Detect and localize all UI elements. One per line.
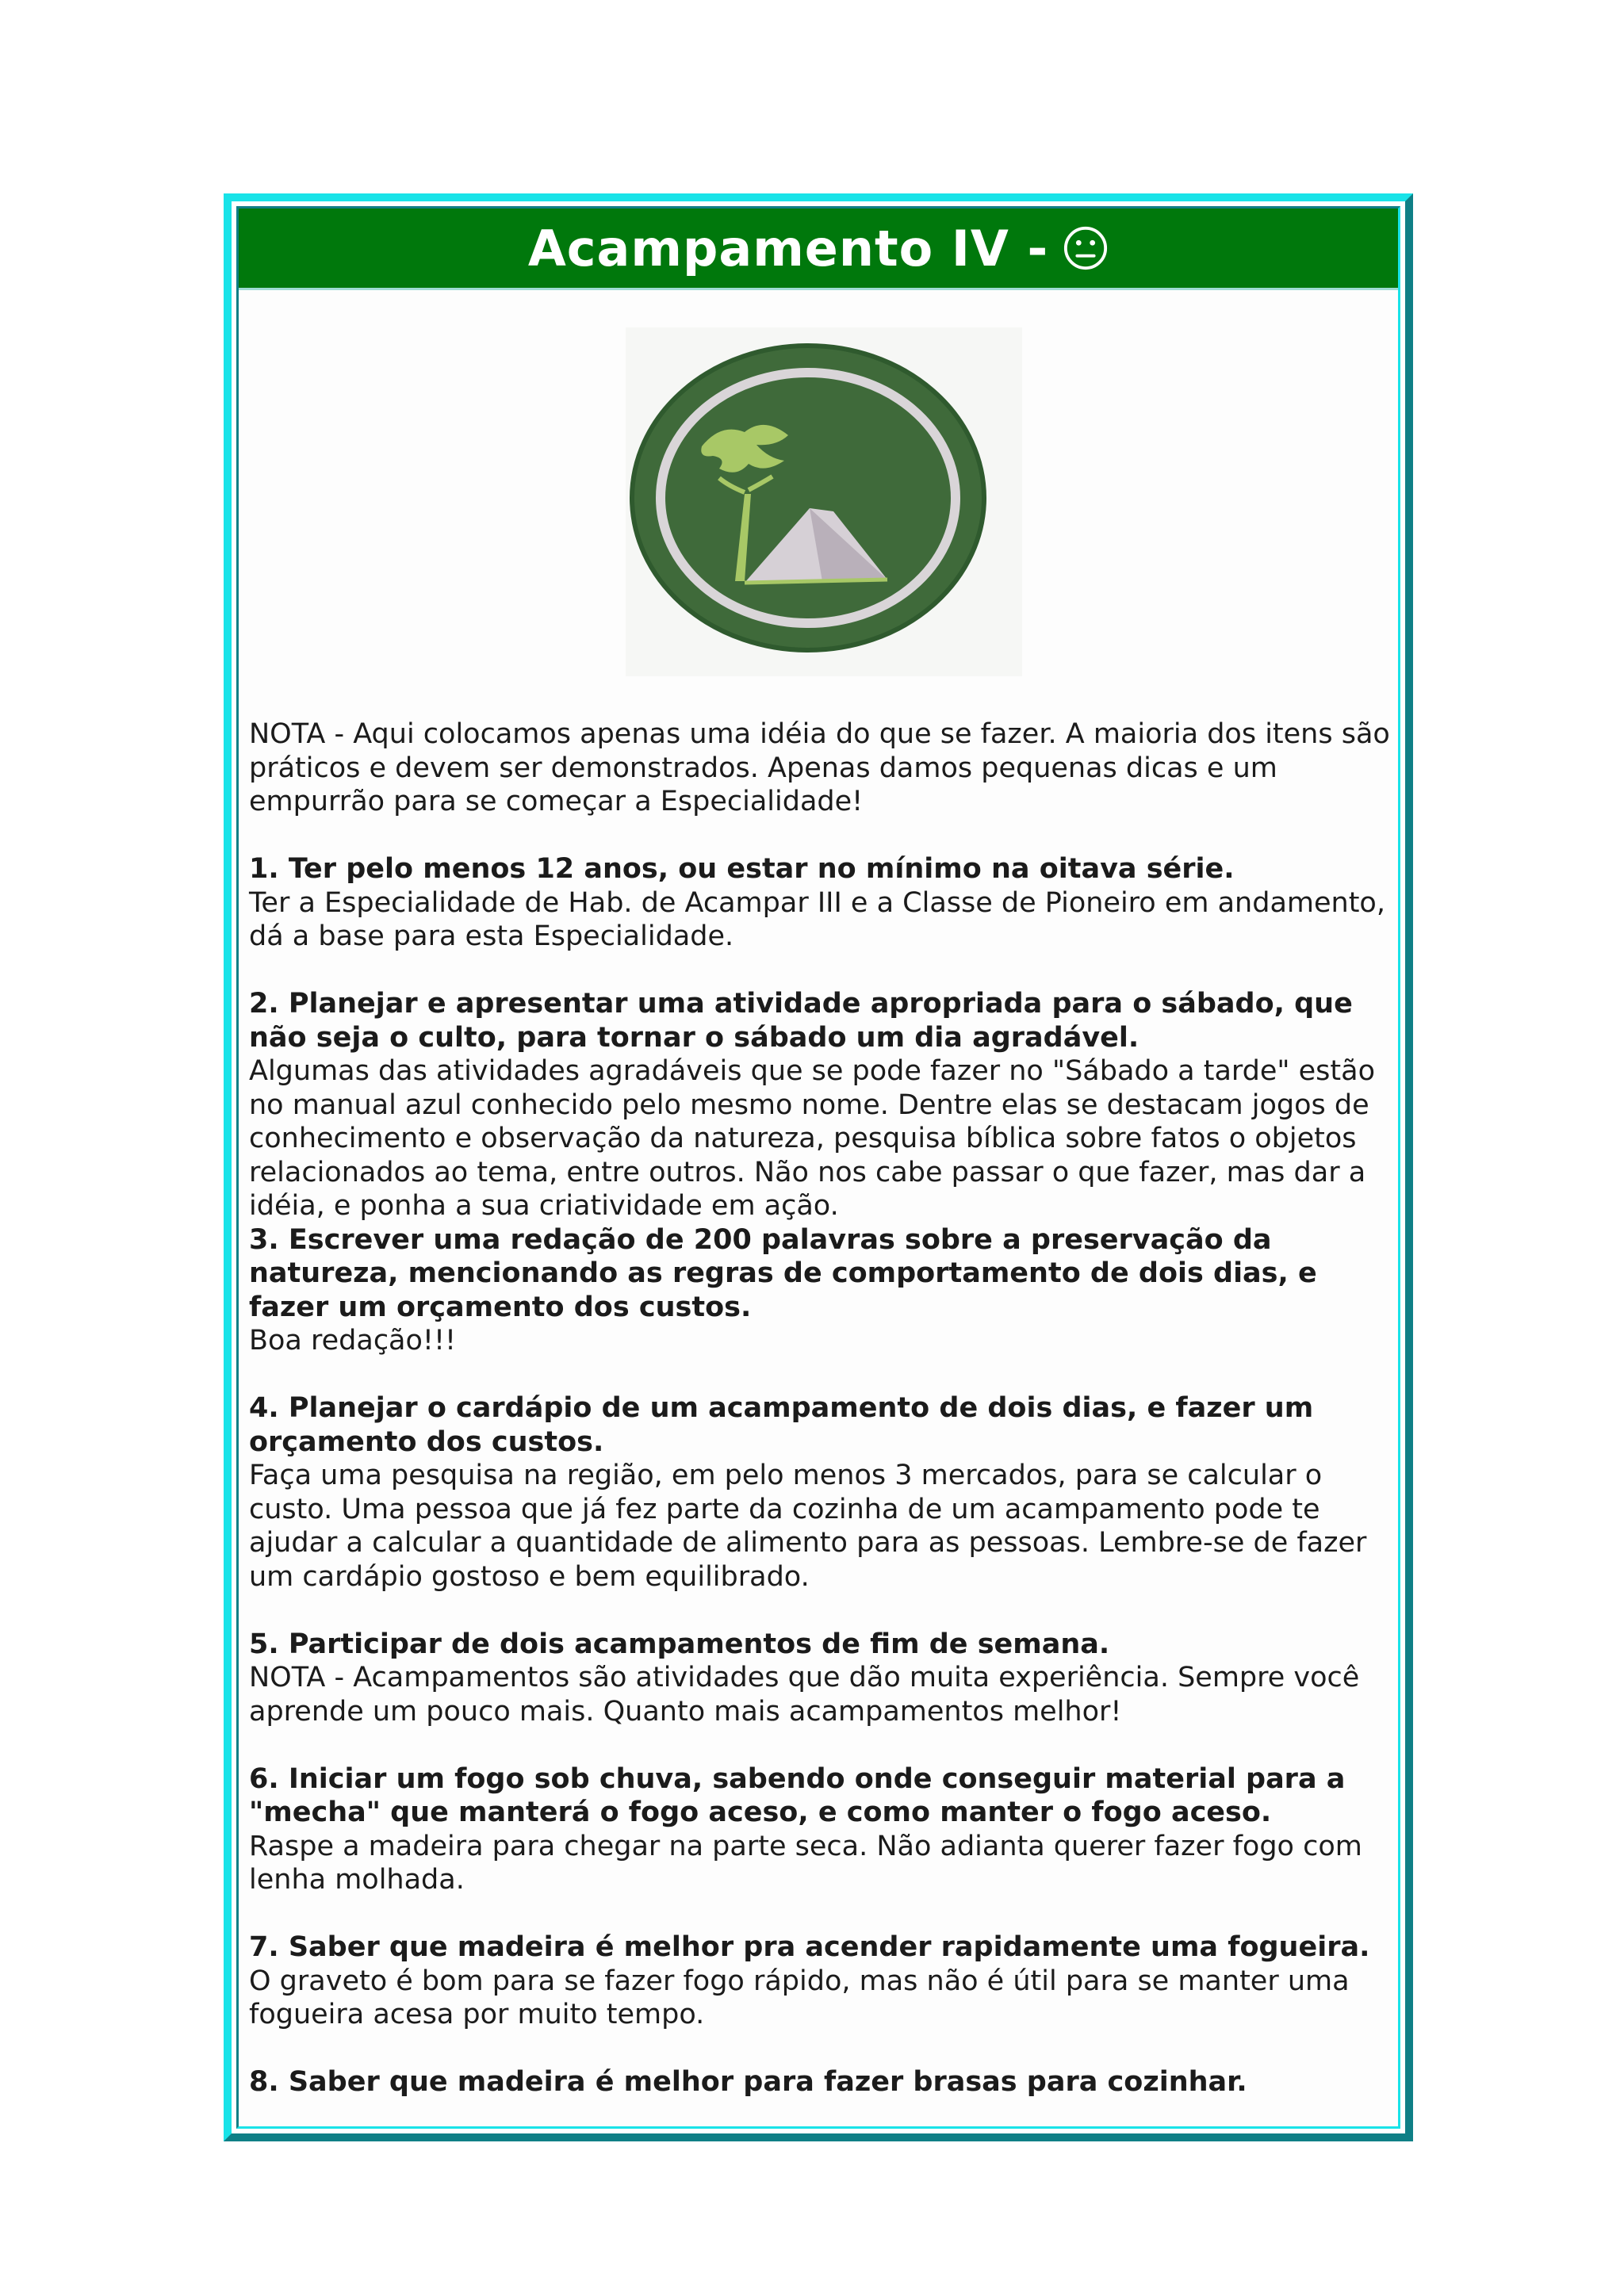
requirement-question: 2. Planejar e apresentar uma atividade apropriada para o sábado, que não seja o culto, para tornar o sábado um dia agradável. (249, 988, 1353, 1054)
requirement-question: 5. Participar de dois acampamentos de fim de semana. (249, 1628, 1110, 1660)
requirement-question: 3. Escrever uma redação de 200 palavras sobre a preservação da natureza, mencionando as regras de comportamento de dois dias, e fazer um orçamento dos custos. (249, 1223, 1317, 1323)
requirement-answer: Boa redação!!! (249, 1325, 457, 1357)
content-frame (224, 193, 1413, 2141)
camping-badge-icon (626, 327, 1022, 676)
requirement-answer: Raspe a madeira para chegar na parte seca. Não adianta querer fazer fogo com lenha molhada. (249, 1830, 1362, 1896)
requirement-question: 8. Saber que madeira é melhor para fazer brasas para cozinhar. (249, 2066, 1247, 2098)
document-body (249, 718, 1395, 2099)
content-panel (236, 206, 1400, 2129)
requirement-question: 7. Saber que madeira é melhor pra acender rapidamente uma fogueira. (249, 1931, 1370, 1963)
requirement-question: 6. Iniciar um fogo sob chuva, sabendo onde conseguir material para a "mecha" que manterá o fogo aceso, e como manter o fogo aceso. (249, 1762, 1346, 1828)
requirement-answer: Faça uma pesquisa na região, em pelo menos 3 mercados, para se calcular o custo. Uma pessoa que já fez parte da cozinha de um acampamento pode te ajudar a calcular a quantidade de alimento para as pessoas. Lembre-se de fazer um cardápio gostoso e bem equilibrado. (249, 1460, 1367, 1593)
requirement-answer: Ter a Especialidade de Hab. de Acampar III e a Classe de Pioneiro em andamento, dá a base para esta Especialidade. (249, 886, 1385, 952)
badge-image (626, 327, 1022, 676)
requirement-question: 4. Planejar o cardápio de um acampamento de dois dias, e fazer um orçamento dos custos. (249, 1392, 1314, 1458)
requirement-answer: Algumas das atividades agradáveis que se pode fazer no "Sábado a tarde" estão no manual azul conhecido pelo mesmo nome. Dentre elas se destacam jogos de conhecimento e observação da natureza, pesquisa bíblica sobre fatos o objetos relacionados ao tema, entre outros. Não nos cabe passar o que fazer, mas dar a idéia, e ponha a sua criatividade em ação. (249, 1055, 1375, 1222)
page-header (239, 209, 1398, 290)
page-title: Acampamento IV - (527, 219, 1049, 277)
requirement-answer: NOTA - Acampamentos são atividades que dão muita experiência. Sempre você aprende um pouco mais. Quanto mais acampamentos melhor! (249, 1662, 1360, 1728)
neutral-face-icon (1063, 225, 1109, 271)
requirement-answer: O graveto é bom para se fazer fogo rápido, mas não é útil para se manter uma fogueira acesa por muito tempo. (249, 1965, 1350, 2030)
intro-note: NOTA - Aqui colocamos apenas uma idéia do que se fazer. A maioria dos itens são práticos e devem ser demonstrados. Apenas damos pequenas dicas e um empurrão para se começar a Especialidade! (249, 718, 1390, 817)
requirement-question: 1. Ter pelo menos 12 anos, ou estar no mínimo na oitava série. (249, 853, 1235, 885)
